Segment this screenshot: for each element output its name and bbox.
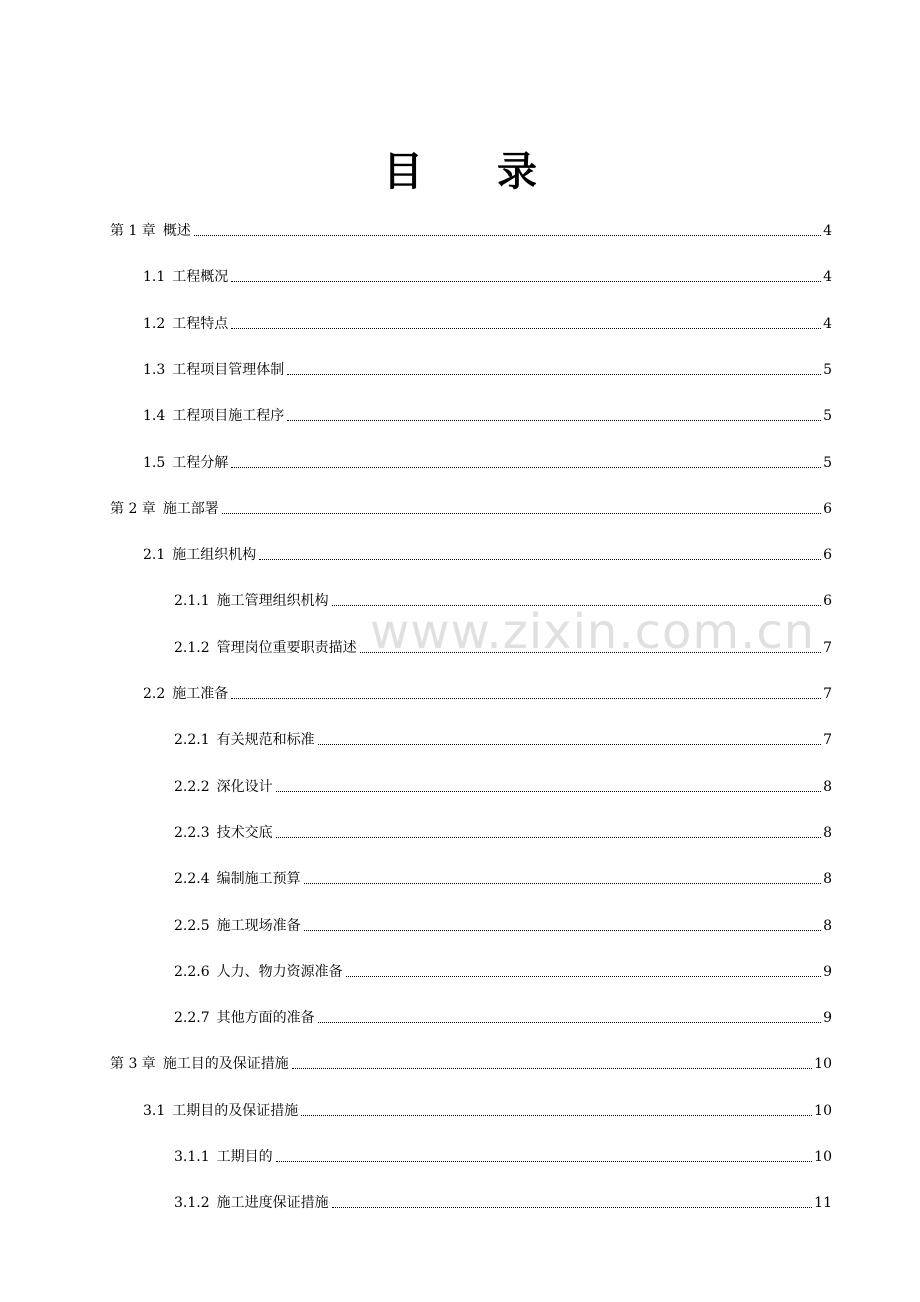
toc-entry-page-number: 6 — [823, 593, 832, 610]
toc-dot-leader — [231, 327, 821, 329]
toc-entry[interactable] — [110, 1051, 832, 1073]
toc-entry[interactable] — [174, 588, 832, 610]
toc-entry[interactable] — [174, 1005, 832, 1027]
toc-entry-title: 有关规范和标准 — [216, 732, 315, 749]
toc-entry-page-number: 7 — [823, 732, 832, 749]
toc-entry-title: 施工组织机构 — [172, 547, 257, 564]
toc-dot-leader — [318, 743, 821, 745]
toc-dot-leader — [360, 651, 821, 653]
toc-entry-number: 2.2 — [143, 686, 166, 702]
toc-dot-leader — [276, 1160, 813, 1162]
toc-entry-number: 2.2.1 — [174, 732, 210, 749]
toc-entry-number: 1.2 — [143, 315, 166, 332]
toc-entry[interactable] — [143, 1098, 832, 1120]
toc-dot-leader — [346, 975, 821, 977]
toc-entry-page-number: 5 — [823, 361, 832, 378]
toc-dot-leader — [304, 882, 821, 884]
toc-entry-number: 2.2.5 — [174, 917, 210, 934]
toc-entry-title: 概述 — [162, 223, 191, 239]
toc-entry-title: 工程项目管理体制 — [172, 361, 285, 378]
toc-dot-leader — [301, 1114, 812, 1116]
toc-dot-leader — [276, 836, 821, 838]
toc-entry-page-number: 6 — [823, 547, 832, 564]
toc-entry-title: 施工管理组织机构 — [216, 593, 329, 610]
toc-entry[interactable] — [174, 1190, 832, 1212]
toc-entry[interactable] — [143, 357, 832, 379]
toc-entry[interactable] — [143, 403, 832, 425]
toc-entry-title: 施工部署 — [162, 500, 219, 517]
toc-entry[interactable] — [110, 218, 832, 240]
toc-entry-page-number: 6 — [823, 500, 832, 517]
toc-entry[interactable] — [174, 727, 832, 749]
toc-entry-page-number: 5 — [823, 408, 832, 425]
toc-entry-number: 3.1.1 — [174, 1149, 210, 1165]
toc-entry-title: 工程项目施工程序 — [172, 408, 285, 425]
toc-entry-number: 2.1.1 — [174, 593, 210, 610]
toc-dot-leader — [231, 697, 821, 699]
toc-entry-number: 2.1 — [143, 547, 166, 564]
toc-dot-leader — [231, 466, 821, 468]
toc-dot-leader — [292, 1067, 812, 1069]
toc-entry-page-number: 10 — [814, 1102, 832, 1119]
toc-entry-number: 1.5 — [143, 454, 166, 471]
toc-entry-number: 2.2.3 — [174, 824, 210, 841]
toc-entry-number: 3.1.2 — [174, 1195, 210, 1212]
toc-entry-number: 3.1 — [143, 1102, 166, 1119]
toc-dot-leader — [194, 234, 821, 236]
toc-entry-page-number: 8 — [823, 871, 832, 888]
toc-entry-page-number: 10 — [814, 1056, 832, 1073]
toc-entry[interactable] — [143, 542, 832, 564]
toc-entry-title: 编制施工预算 — [216, 871, 301, 888]
toc-entry-page-number: 4 — [823, 269, 832, 286]
toc-entry-title: 技术交底 — [216, 824, 273, 841]
toc-entry[interactable] — [143, 450, 832, 472]
toc-entry-page-number: 11 — [814, 1195, 832, 1212]
toc-entry-title: 人力、物力资源准备 — [216, 963, 343, 980]
toc-entry-title: 工期目的 — [216, 1149, 273, 1165]
toc-entry-number: 2.2.4 — [174, 871, 210, 888]
toc-dot-leader — [304, 929, 821, 931]
toc-entry[interactable] — [174, 774, 832, 796]
toc-dot-leader — [332, 604, 821, 606]
toc-entry-number: 2.1.2 — [174, 639, 210, 656]
toc-entry-page-number: 7 — [823, 686, 832, 702]
toc-entry-title: 工程特点 — [172, 315, 229, 332]
toc-entry-number: 2.2.2 — [174, 778, 210, 795]
toc-entry-page-number: 8 — [823, 917, 832, 934]
toc-entry-number: 第 2 章 — [110, 500, 156, 517]
toc-entry-page-number: 10 — [814, 1149, 832, 1165]
toc-entry[interactable] — [143, 311, 832, 333]
toc-entry-number: 2.2.6 — [174, 963, 210, 980]
toc-entry-page-number: 7 — [823, 639, 832, 656]
toc-entry-title: 工期目的及保证措施 — [172, 1102, 299, 1119]
toc-entry-number: 1.1 — [143, 269, 166, 286]
toc-entry-page-number: 8 — [823, 778, 832, 795]
toc-dot-leader — [332, 1206, 813, 1208]
toc-dot-leader — [276, 790, 821, 792]
toc-entry-number: 第 3 章 — [110, 1056, 156, 1073]
toc-dot-leader — [287, 373, 821, 375]
toc-entry[interactable] — [110, 496, 832, 518]
toc-entry-page-number: 5 — [823, 454, 832, 471]
toc-entry[interactable] — [143, 681, 832, 703]
toc-entry-number: 1.4 — [143, 408, 166, 425]
toc-entry[interactable] — [174, 959, 832, 981]
toc-entry[interactable] — [143, 264, 832, 286]
toc-entry-page-number: 8 — [823, 824, 832, 841]
toc-entry[interactable] — [174, 913, 832, 935]
toc-entry-number: 1.3 — [143, 361, 166, 378]
toc-entry-title: 管理岗位重要职责描述 — [216, 639, 357, 656]
toc-entry-title: 施工目的及保证措施 — [162, 1056, 289, 1073]
toc-dot-leader — [222, 512, 821, 514]
toc-entry-number: 2.2.7 — [174, 1010, 210, 1027]
toc-entry-page-number: 9 — [823, 963, 832, 980]
toc-dot-leader — [318, 1021, 821, 1023]
toc-entry[interactable] — [174, 635, 832, 657]
toc-entry[interactable] — [174, 866, 832, 888]
toc-entry-page-number: 4 — [823, 315, 832, 332]
toc-entry-page-number: 4 — [823, 223, 832, 239]
watermark: www.zixin.com.cn — [370, 604, 816, 660]
toc-entry-title: 施工准备 — [172, 686, 229, 702]
toc-entry[interactable] — [174, 820, 832, 842]
toc-dot-leader — [231, 280, 821, 282]
toc-entry-title: 深化设计 — [216, 778, 273, 795]
toc-entry-title: 工程概况 — [172, 269, 229, 286]
toc-dot-leader — [287, 419, 821, 421]
toc-dot-leader — [259, 558, 821, 560]
toc-entry-page-number: 9 — [823, 1010, 832, 1027]
toc-entry-title: 工程分解 — [172, 454, 229, 471]
toc-entry[interactable] — [174, 1144, 832, 1166]
toc-entry-title: 施工进度保证措施 — [216, 1195, 329, 1212]
toc-entry-number: 第 1 章 — [110, 223, 156, 239]
toc-entry-title: 施工现场准备 — [216, 917, 301, 934]
page-title: 目 录 — [383, 148, 567, 195]
toc-entry-title: 其他方面的准备 — [216, 1010, 315, 1027]
